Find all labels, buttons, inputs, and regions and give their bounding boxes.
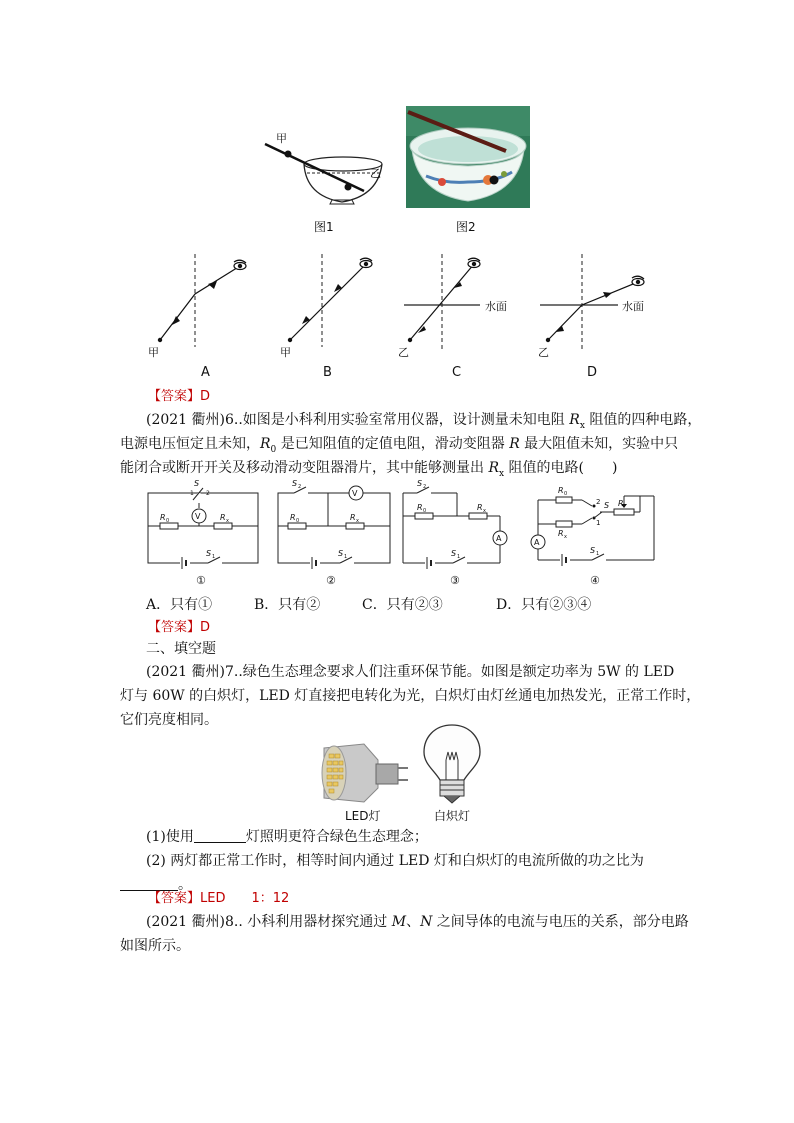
fig1-label-yi: 乙 xyxy=(370,167,381,180)
svg-text:R: R xyxy=(350,513,356,522)
svg-text:x: x xyxy=(564,534,567,540)
svg-text:乙: 乙 xyxy=(398,346,409,359)
figure-2-bowl-photo xyxy=(406,106,530,208)
q6-line1: (2021 衢州)6..如图是小科利用实验室常用仪器，设计测量未知电阻 $R_x$ 阻值的四种电路， xyxy=(146,412,702,431)
q6-line2: 电源电压恒定且未知，$R_0$ 是已知阻值的定值电阻，滑动变阻器 R 最大阻值未知，实验中只 xyxy=(120,436,679,455)
q6-option-b: B．只有② xyxy=(254,597,321,613)
svg-text:R: R xyxy=(477,503,483,512)
svg-text:1: 1 xyxy=(457,554,461,560)
svg-text:R: R xyxy=(618,499,624,508)
svg-text:R: R xyxy=(290,513,296,522)
q8-line2: 如图所示。 xyxy=(120,938,190,954)
svg-text:S: S xyxy=(194,479,200,488)
svg-text:1: 1 xyxy=(596,551,600,557)
svg-text:④: ④ xyxy=(590,574,600,587)
svg-text:③: ③ xyxy=(450,574,460,587)
optics-option-c xyxy=(398,252,528,382)
svg-text:1: 1 xyxy=(212,554,216,560)
q7-sub1: (1)使用 灯照明更符合绿色生态理念； xyxy=(146,829,428,845)
optics-option-b xyxy=(270,252,400,382)
optics-option-d xyxy=(530,252,660,382)
svg-text:S: S xyxy=(451,549,457,558)
fig1-caption: 图1 xyxy=(314,220,334,234)
fig1-label-jia: 甲 xyxy=(276,132,287,145)
circuit-2 xyxy=(270,478,400,590)
svg-text:V: V xyxy=(352,489,358,498)
svg-text:①: ① xyxy=(196,574,206,587)
svg-text:A: A xyxy=(534,538,540,547)
svg-text:1: 1 xyxy=(344,554,348,560)
svg-text:甲: 甲 xyxy=(280,346,291,359)
svg-text:0: 0 xyxy=(166,518,170,524)
svg-text:0: 0 xyxy=(564,491,568,497)
svg-text:1: 1 xyxy=(190,490,194,497)
incandescent-bulb-image xyxy=(420,722,484,806)
svg-text:2: 2 xyxy=(423,484,427,490)
q6-option-d: D．只有②③④ xyxy=(496,597,592,613)
q8-line1: (2021 衢州)8.. 小科利用器材探究通过 M、N 之间导体的电流与电压的关系，部分电路 xyxy=(146,914,689,930)
svg-text:A: A xyxy=(496,534,502,543)
svg-text:B: B xyxy=(323,365,332,380)
answer-q7: 【答案】LED 1：12 xyxy=(148,891,290,906)
svg-text:S: S xyxy=(338,549,344,558)
q6-option-a: A．只有① xyxy=(146,597,213,613)
svg-text:R: R xyxy=(417,503,423,512)
svg-text:S: S xyxy=(590,546,596,555)
q6-line3: 能闭合或断开开关及移动滑动变阻器滑片，其中能够测量出 $R_x$ 阻值的电路( ) xyxy=(120,460,618,479)
svg-text:R: R xyxy=(220,513,226,522)
q7-line3: 它们亮度相同。 xyxy=(120,712,218,728)
q7-sub2: (2) 两灯都正常工作时，相等时间内通过 LED 灯和白炽灯的电流所做的功之比为 xyxy=(146,853,644,869)
svg-text:2: 2 xyxy=(596,498,601,506)
svg-text:乙: 乙 xyxy=(538,346,549,359)
svg-text:S: S xyxy=(417,479,423,488)
svg-text:S: S xyxy=(292,479,298,488)
svg-text:S: S xyxy=(604,501,610,510)
svg-text:x: x xyxy=(483,508,486,514)
q6-option-c: C．只有②③ xyxy=(362,597,443,613)
optics-option-a xyxy=(140,252,270,382)
svg-text:0: 0 xyxy=(423,508,427,514)
svg-text:R: R xyxy=(558,529,564,538)
svg-text:S: S xyxy=(206,549,212,558)
svg-text:甲: 甲 xyxy=(148,346,159,359)
svg-text:2: 2 xyxy=(298,484,302,490)
answer-q5: 【答案】D xyxy=(148,389,211,404)
bulb-caption: 白炽灯 xyxy=(434,809,471,823)
svg-text:x: x xyxy=(226,518,229,524)
svg-text:x: x xyxy=(356,518,359,524)
q7-sub2-blank-line: 。 xyxy=(120,873,192,897)
section-title-fill-in: 二、填空题 xyxy=(146,641,216,657)
svg-text:C: C xyxy=(452,365,462,380)
circuit-3 xyxy=(395,478,525,590)
svg-text:1: 1 xyxy=(596,519,601,527)
answer-q6: 【答案】D xyxy=(148,620,211,635)
q7-sub1-blank xyxy=(194,828,246,843)
svg-text:D: D xyxy=(587,365,598,380)
led-caption: LED灯 xyxy=(345,809,381,823)
svg-text:水面: 水面 xyxy=(622,300,644,313)
svg-text:②: ② xyxy=(326,574,336,587)
circuit-4 xyxy=(522,478,662,590)
led-lamp-image xyxy=(320,740,410,806)
q7-line1: (2021 衢州)7..绿色生态理念要求人们注重环保节能。如图是额定功率为 5W 的 LED xyxy=(146,664,675,680)
q7-line2: 灯与 60W 的白炽灯，LED 灯直接把电转化为光，白炽灯由灯丝通电加热发光，正常工作时， xyxy=(120,688,701,704)
svg-text:水面: 水面 xyxy=(485,300,507,313)
svg-text:0: 0 xyxy=(296,518,300,524)
svg-text:V: V xyxy=(195,512,201,521)
svg-text:2: 2 xyxy=(206,490,210,497)
circuit-1 xyxy=(140,478,270,590)
svg-text:A: A xyxy=(201,365,210,380)
svg-text:R: R xyxy=(558,486,564,495)
figure-1-bowl-chopstick xyxy=(260,128,395,208)
fig2-caption: 图2 xyxy=(456,220,476,234)
svg-text:R: R xyxy=(160,513,166,522)
